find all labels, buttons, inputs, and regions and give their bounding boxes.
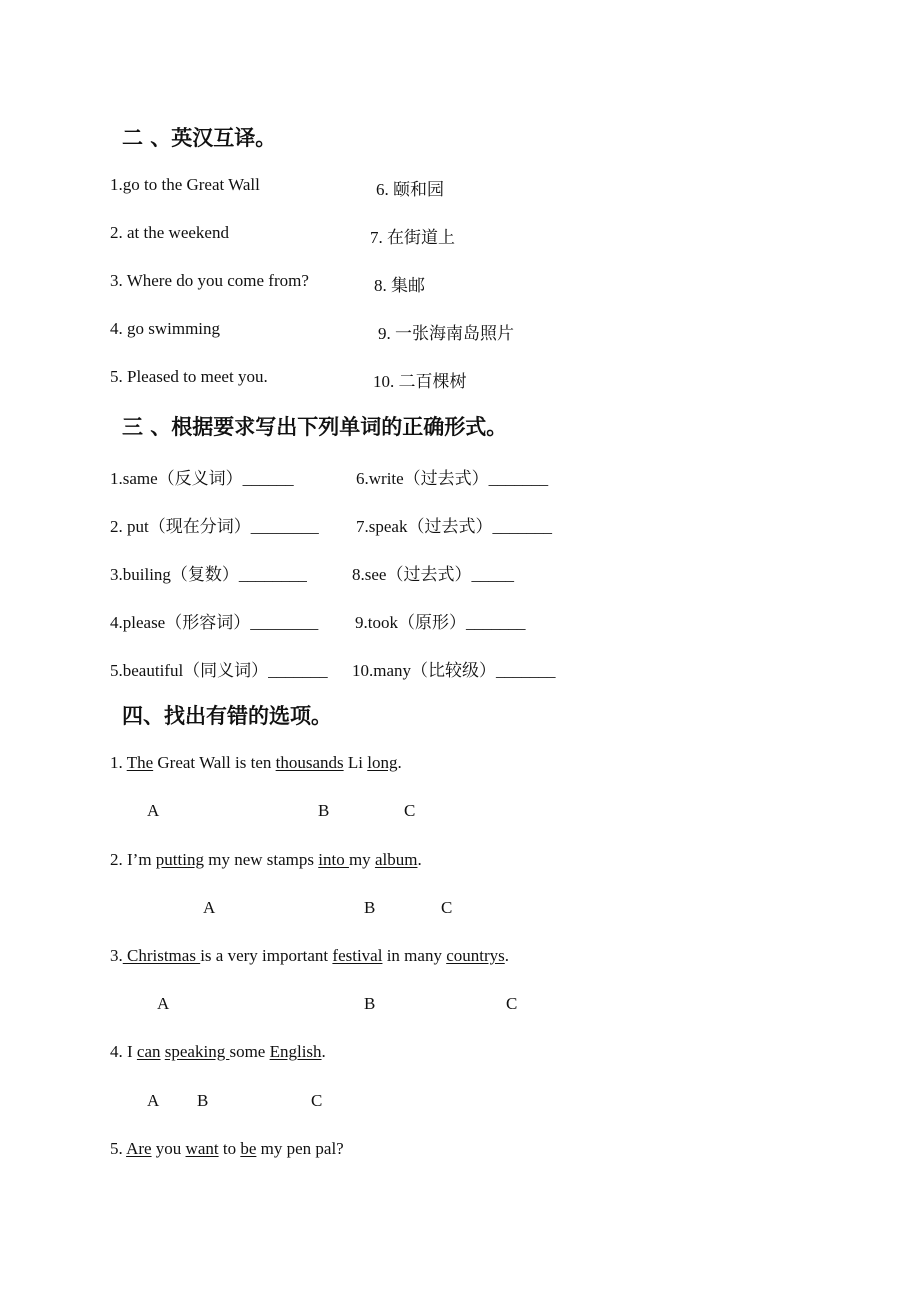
section-3-title: 三 、根据要求写出下列单词的正确形式。 [122,415,508,439]
question-2-option-a: putting [155,850,204,869]
section-2-title: 二 、英汉互译。 [122,126,277,150]
question-3-option-c: countrys [446,946,505,965]
section-4-title: 四、找出有错的选项。 [122,704,332,728]
question-3-text-2: in many [382,946,447,965]
question-2-label-a: A [203,898,216,917]
section-3-item-2: 2. put（现在分词）________ [110,517,319,536]
question-1-label-b: B [318,801,330,820]
question-1-option-c: long [367,753,398,772]
section-3-item-8: 8.see（过去式）_____ [352,565,514,584]
section-3-item-9: 9.took（原形）_______ [355,613,526,632]
section-2-item-7: 7. 在街道上 [370,228,455,247]
question-2-option-c: album [374,850,418,869]
question-2 [110,850,422,870]
question-5-option-a: Are [126,1139,152,1158]
section-3-item-1: 1.same（反义词）______ [110,469,294,488]
section-2-item-8: 8. 集邮 [374,276,425,295]
question-3-text-3: . [504,946,509,965]
question-1-text-3: . [397,753,402,772]
question-1-label-a: A [147,801,160,820]
question-3 [110,946,509,966]
section-3-item-7: 7.speak（过去式）_______ [356,517,552,536]
question-4-label-c: C [311,1091,323,1110]
question-3-option-a: Christmas [122,946,201,965]
question-4-text-0: 4. I [110,1042,137,1061]
question-3-label-a: A [157,994,170,1013]
question-4-option-c: English [269,1042,322,1061]
question-2-label-b: B [364,898,376,917]
section-3-item-3: 3.builing（复数）________ [110,565,307,584]
section-3-item-10: 10.many（比较级）_______ [352,661,556,680]
question-1-text-2: Li [343,753,368,772]
question-5-text-2: to [218,1139,241,1158]
question-2-text-1: my new stamps [203,850,319,869]
question-5-option-b: want [185,1139,219,1158]
section-2-item-6: 6. 颐和园 [376,180,444,199]
section-2-item-4: 4. go swimming [110,319,221,338]
section-2-item-9: 9. 一张海南岛照片 [378,324,514,343]
question-3-text-0: 3. [110,946,123,965]
question-2-text-2: my [348,850,375,869]
question-2-option-b: into [318,850,349,869]
section-3-item-4: 4.please（形容词）________ [110,613,319,632]
question-5 [110,1139,344,1159]
section-2-item-3: 3. Where do you come from? [110,271,309,290]
question-2-text-3: . [417,850,422,869]
question-4 [110,1042,326,1062]
question-3-label-b: B [364,994,376,1013]
question-3-label-c: C [506,994,518,1013]
section-2-item-1: 1.go to the Great Wall [110,175,260,194]
section-3-item-5: 5.beautiful（同义词）_______ [110,661,328,680]
question-5-text-0: 5. [110,1139,127,1158]
question-2-text-0: 2. I’m [110,850,156,869]
question-1-text-0: 1. [110,753,127,772]
question-4-option-b: speaking [164,1042,230,1061]
question-1-option-a: The [126,753,154,772]
section-3-item-6: 6.write（过去式）_______ [356,469,549,488]
question-5-option-c: be [240,1139,257,1158]
question-4-text-2: some [229,1042,270,1061]
question-1 [110,753,402,773]
question-1-text-1: Great Wall is ten [153,753,276,772]
section-2-item-5: 5. Pleased to meet you. [110,367,268,386]
question-4-label-a: A [147,1091,160,1110]
question-3-text-1: is a very important [200,946,333,965]
question-5-text-3: my pen pal? [256,1139,344,1158]
question-1-label-c: C [404,801,416,820]
question-1-option-b: thousands [275,753,344,772]
section-2-item-2: 2. at the weekend [110,223,229,242]
question-2-label-c: C [441,898,453,917]
question-4-label-b: B [197,1091,209,1110]
question-4-text-3: . [321,1042,326,1061]
section-2-item-10: 10. 二百棵树 [373,372,467,391]
question-5-text-1: you [151,1139,186,1158]
question-4-option-a: can [136,1042,161,1061]
question-3-option-b: festival [332,946,383,965]
